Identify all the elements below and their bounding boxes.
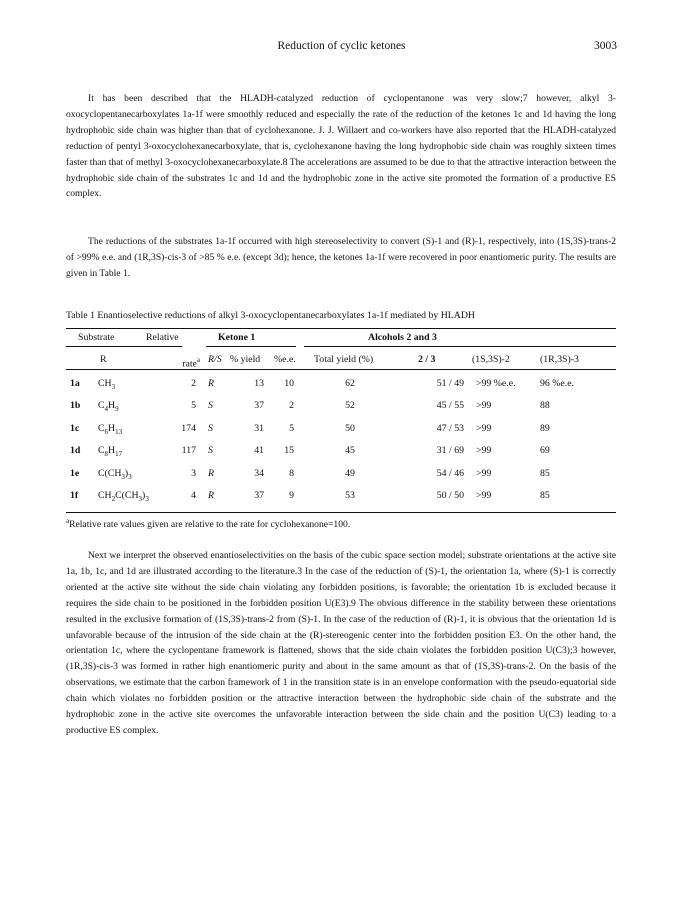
table-footnote: $^a$Relative rate values given are relative to the rate for cyclohexanone=100. <box>66 517 351 531</box>
subheader-rate: rate$^a$ <box>182 356 200 370</box>
paragraph-2: The reductions of the substrates 1a-1f occurred with high stereoselectivity to convert (S)-1 and (R)-1, respectively, into (1S,3S)-trans-2 of >99% e.e. and (1R,3S)-cis-3 of >85 % e.e. (except 3d); hence, the ketones 1a-1f were recovered in poor enantiomeric purity. The results are given in Table 1. <box>66 236 616 279</box>
cell-rate: 2 <box>191 378 196 389</box>
cell-id: 1c <box>70 422 80 434</box>
subheader-ratio: 2 / 3 <box>418 354 436 365</box>
cell-ee: 10 <box>284 378 294 389</box>
cell-ee: 8 <box>289 467 294 479</box>
cell-rate: 3 <box>191 467 196 479</box>
cell-yield: 37 <box>254 400 264 412</box>
cell-r: $C_6H_{13}$ <box>98 422 123 436</box>
cell-trans: >99 %e.e. <box>476 378 516 389</box>
subheader-ee: %e.e. <box>274 354 296 365</box>
cell-ratio: 47 / 53 <box>436 422 464 434</box>
header-alcohols: Alcohols 2 and 3 <box>368 332 437 343</box>
cell-id: 1d <box>70 445 81 457</box>
table-caption: Table 1 Enantioselective reductions of alkyl 3-oxocyclopentanecarboxylates 1a-1f mediated by HLADH <box>66 310 476 321</box>
cell-r: $CH_2C(CH_3)_3$ <box>98 490 149 503</box>
cell-id: 1f <box>70 490 79 501</box>
cell-yield: 31 <box>254 422 264 434</box>
cell-id: 1a <box>70 378 80 389</box>
cell-total: 52 <box>345 400 355 412</box>
cell-ratio: 50 / 50 <box>436 490 464 501</box>
subheader-rs: R/S <box>208 354 222 365</box>
cell-ratio: 51 / 49 <box>436 378 464 389</box>
subrule-substrate <box>66 346 182 347</box>
cell-rate: 5 <box>191 400 196 412</box>
cell-rs: S <box>208 400 213 412</box>
cell-total: 49 <box>345 467 355 479</box>
cell-total: 45 <box>345 445 355 457</box>
cell-id: 1b <box>70 400 81 412</box>
cell-rate: 117 <box>181 445 196 457</box>
cell-cis: 85 <box>540 490 550 501</box>
subheader-cis: (1R,3S)-3 <box>540 354 579 365</box>
paragraph-3: Next we interpret the observed enantioselectivities on the basis of the cubic space section model; substrate orientations at the active site 1a, 1b, 1c, and 1d are illustrated according to the literature.3 In the case of the reduction of (S)-1, the orientation 1a, where (S)-1 is correctly oriented at the active site without the side chain violating any forbidden positions, is favorable; the orientation 1b is excluded because it requires the side chain to be positioned in the forbidden position U(E3).9 The obvious difference in the stability between these orientations resulted in the exclusive formation of (1S,3S)-trans-2 from (S)-1. In the case of the reduction of (R)-1, it is obvious that the orientation 1d is unfavorable because of the intrusion of the side chain at the (R)-stereogenic center into the forbidden position E3. On the other hand, the orientation 1c, where the cyclopentane framework is flattened, shows that the side chain violates the forbidden position U(C3);3 however, (1R,3S)-cis-3 was formed in rather high enantiomeric purity and about in the same amount as that of (1S,3S)-trans-2. On the basis of the observations, we estimate that the carbon framework of 1 in the transition state is in an envelope conformation with the pseudo-equatorial side chain which violates no forbidden position or the attractive interaction between the hydrophobic side chain of the substrate and the hydrophobic zone in the active site overcomes the unfavorable interaction between the side chain and the position U(C3) leading to a productive ES complex. <box>66 550 616 736</box>
cell-r: $C_8H_{17}$ <box>98 445 123 459</box>
cell-yield: 13 <box>254 378 264 389</box>
cell-ee: 5 <box>289 422 294 434</box>
cell-rs: R <box>208 467 214 479</box>
cell-ee: 9 <box>289 490 294 501</box>
cell-ratio: 54 / 46 <box>436 467 464 479</box>
subheader-r: R <box>100 354 107 365</box>
cell-r: $C(CH_3)_3$ <box>98 467 132 481</box>
cell-rs: R <box>208 490 214 501</box>
table-header-rule <box>66 369 616 370</box>
cell-rs: S <box>208 445 213 457</box>
cell-yield: 41 <box>254 445 264 457</box>
cell-trans: >99 <box>476 400 492 412</box>
cell-id: 1e <box>70 467 80 479</box>
cell-ee: 15 <box>284 445 294 457</box>
cell-cis: 85 <box>540 467 550 479</box>
cell-total: 50 <box>345 422 355 434</box>
cell-cis: 88 <box>540 400 550 412</box>
header-relative: Relative <box>146 332 179 343</box>
header-ketone: Ketone 1 <box>218 332 256 343</box>
table-top-rule <box>66 328 616 329</box>
running-title: Reduction of cyclic ketones <box>277 40 406 52</box>
subheader-trans: (1S,3S)-2 <box>472 354 510 365</box>
subrule-alcohols <box>304 346 616 347</box>
subheader-total-yield: Total yield (%) <box>314 354 374 365</box>
cell-trans: >99 <box>476 445 492 457</box>
cell-r: $CH_3$ <box>98 378 116 391</box>
page-header <box>66 40 617 56</box>
subrule-ketone <box>206 346 296 347</box>
cell-total: 53 <box>345 490 355 501</box>
cell-yield: 34 <box>254 467 264 479</box>
paragraph-1: It has been described that the HLADH-catalyzed reduction of cyclopentanone was very slow;7 however, alkyl 3-oxocyclopentanecarboxylates 1a-1f were smoothly reduced and especially the rate of the reduction of the ketones 1c and 1d having the long hydrophobic side chain was higher than that of cyclohexanone. J. J. Willaert and co-workers have also reported that the HLADH-catalyzed reduction of pentyl 3-oxocyclohexanecarboxylate, that is, cyclohexanone having the long hydrophobic side chain was roughly sixteen times faster than that of methyl 3-oxocyclohexanecarboxylate.8 The accelerations are assumed to be due to that the attractive interaction between the hydrophobic side chain of the substrates 1c and 1d and the hydrophobic zone in the active site promoted the formation of a productive ES complex. <box>66 93 616 200</box>
cell-trans: >99 <box>476 490 492 501</box>
cell-rs: S <box>208 422 213 434</box>
cell-trans: >99 <box>476 467 492 479</box>
subheader-yield: % yield <box>230 354 261 365</box>
cell-ee: 2 <box>289 400 294 412</box>
cell-cis: 69 <box>540 445 550 457</box>
header-substrate: Substrate <box>78 332 115 343</box>
cell-trans: >99 <box>476 422 492 434</box>
cell-yield: 37 <box>254 490 264 501</box>
cell-cis: 89 <box>540 422 550 434</box>
cell-r: $C_4H_9$ <box>98 400 119 414</box>
cell-rate: 174 <box>181 422 196 434</box>
cell-cis: 96 %e.e. <box>540 378 575 389</box>
table-bottom-rule <box>66 512 616 513</box>
cell-rate: 4 <box>191 490 196 501</box>
cell-ratio: 31 / 69 <box>436 445 464 457</box>
page-number: 3003 <box>594 40 617 52</box>
cell-ratio: 45 / 55 <box>436 400 464 412</box>
cell-rs: R <box>208 378 214 389</box>
cell-total: 62 <box>345 378 355 389</box>
